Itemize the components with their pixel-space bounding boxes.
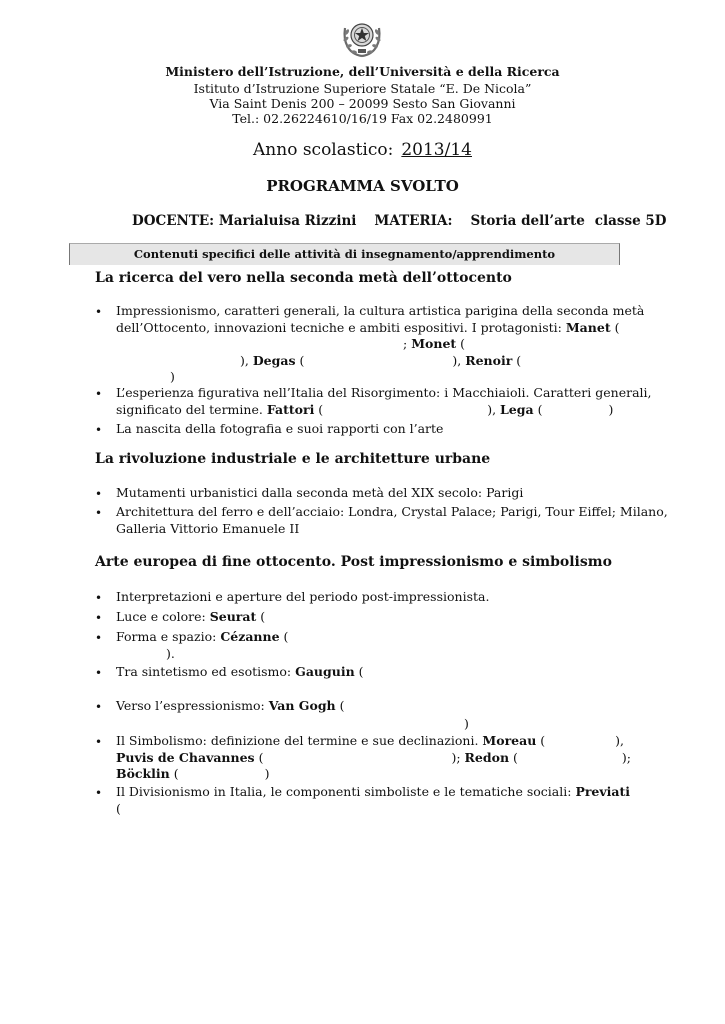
list-item: Il Simbolismo: definizione del termine e sue declinazioni. Moreau ( ), Puvis de Chavannes ( ); Redon ( ); Böcklin ( ) — [116, 733, 631, 781]
subject-label: MATERIA: — [374, 213, 453, 229]
school-year — [0, 140, 725, 160]
item-line: ; Monet ( — [403, 336, 466, 351]
artist-name: Böcklin — [116, 766, 170, 781]
artist-name: Monet — [411, 336, 457, 351]
artist-name: Renoir — [465, 352, 513, 368]
bullet-icon: • — [95, 423, 103, 437]
italian-republic-emblem-icon — [340, 16, 384, 60]
artist-name: Moreau — [482, 733, 537, 748]
teacher-line — [132, 213, 666, 229]
teacher-name: DOCENTE: Marialuisa Rizzini — [132, 213, 357, 229]
list-item — [116, 303, 645, 386]
bullet-icon: • — [95, 387, 103, 401]
school-year-label: Anno scolastico: — [253, 140, 394, 160]
class-name: classe 5D — [594, 213, 667, 229]
artist-name: Fattori — [266, 401, 315, 417]
bullet-icon: • — [95, 591, 103, 605]
list-item: Forma e spazio: Cézanne ( ). — [116, 629, 289, 661]
list-item: La nascita della fotografia e suoi rapporti con l’arte — [116, 421, 444, 436]
page-title: PROGRAMMA SVOLTO — [266, 177, 459, 195]
item-line: L’esperienza figurativa nell’Italia del Risorgimento: i Macchiaioli. Caratteri generali, — [116, 385, 652, 400]
item-line: significato del termine. Fattori ( ), Lega ( ) — [116, 401, 614, 417]
list-item — [116, 504, 668, 537]
item-line: dell’Ottocento, innovazioni tecniche e ambiti espositivi. I protagonisti: Manet ( — [116, 319, 620, 335]
subject-name: Storia dell’arte — [470, 213, 585, 229]
section-title: La rivoluzione industriale e le architetture urbane — [95, 451, 491, 467]
institute-contacts: Tel.: 02.26224610/16/19 Fax 02.2480991 — [232, 111, 493, 126]
artist-name: Cézanne — [220, 629, 280, 644]
bullet-icon: • — [95, 506, 103, 520]
item-line: ) — [170, 369, 175, 384]
bullet-icon: • — [95, 735, 103, 749]
artist-name: Manet — [565, 319, 611, 335]
content-table — [69, 243, 620, 265]
bullet-icon: • — [95, 305, 103, 319]
list-item: Interpretazioni e aperture del periodo post-impressionista. — [116, 589, 490, 604]
list-item — [116, 385, 652, 418]
list-item: Verso l’espressionismo: Van Gogh ( ) — [116, 698, 469, 731]
bullet-icon: • — [95, 786, 103, 800]
artist-name: Gauguin — [295, 664, 355, 679]
bullet-icon: • — [95, 487, 103, 501]
school-year-value: 2013/14 — [401, 140, 472, 160]
item-line: Impressionismo, caratteri generali, la cultura artistica parigina della seconda metà — [116, 303, 645, 318]
artist-name: Lega — [500, 401, 534, 417]
bullet-icon: • — [95, 700, 103, 714]
table-header: Contenuti specifici delle attività di insegnamento/apprendimento — [133, 247, 556, 261]
bullet-icon: • — [95, 631, 103, 645]
list-item: Tra sintetismo ed esotismo: Gauguin ( — [116, 664, 364, 679]
list-item: Il Divisionismo in Italia, le componenti simboliste e le tematiche sociali: Previati ( — [116, 784, 631, 816]
artist-name: Previati — [575, 784, 631, 799]
artist-name: Van Gogh — [268, 698, 336, 713]
institute-name: Istituto d’Istruzione Superiore Statale “E. De Nicola” — [193, 81, 532, 96]
list-item: Luce e colore: Seurat ( — [116, 609, 266, 624]
artist-name: Seurat — [209, 609, 257, 624]
list-item: Mutamenti urbanistici dalla seconda metà del XIX secolo: Parigi — [116, 485, 524, 500]
artist-name: Degas — [252, 352, 296, 368]
item-line: Architettura del ferro e dell’acciaio: Londra, Crystal Palace; Parigi, Tour Eiffel; Milano, — [116, 504, 668, 519]
item-line: ), Degas ( ), Renoir ( — [240, 352, 522, 368]
section-title: La ricerca del vero nella seconda metà dell’ottocento — [95, 270, 512, 286]
institute-address: Via Saint Denis 200 – 20099 Sesto San Giovanni — [209, 96, 516, 111]
bullet-icon: • — [95, 666, 103, 680]
artist-name: Redon — [464, 749, 510, 765]
artist-name: Puvis de Chavannes — [116, 749, 255, 765]
section-title: Arte europea di fine ottocento. Post impressionismo e simbolismo — [95, 554, 612, 570]
ministry-name: Ministero dell’Istruzione, dell’Università e della Ricerca — [165, 64, 560, 79]
item-line: Galleria Vittorio Emanuele II — [116, 520, 300, 536]
bullet-icon: • — [95, 611, 103, 625]
